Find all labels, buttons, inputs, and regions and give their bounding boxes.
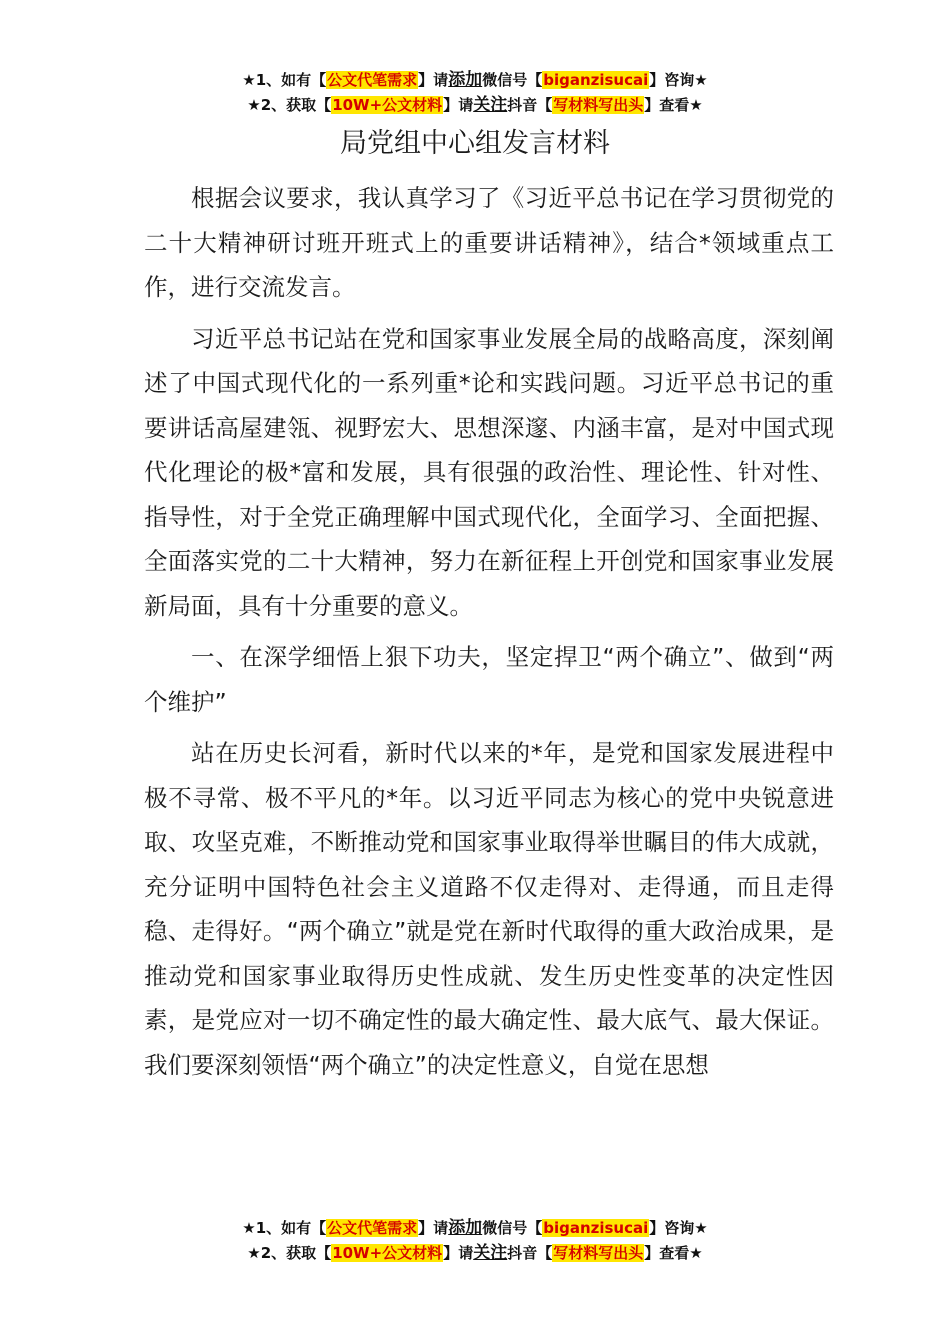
banner-text: 】咨询★	[649, 71, 708, 89]
banner-text: 】请	[418, 1219, 449, 1237]
banner-line-1	[0, 1216, 950, 1241]
banner-emphasis: 添加	[448, 1218, 483, 1238]
banner-text: 】查看★	[644, 1244, 703, 1262]
banner-text: 抖音【	[507, 1244, 553, 1262]
highlight-service: 公文代笔需求	[327, 71, 418, 89]
banner-emphasis: 添加	[448, 70, 483, 90]
banner-text: ★2、获取【	[247, 96, 332, 114]
paragraph: 根据会议要求，我认真学习了《习近平总书记在学习贯彻党的二十大精神研讨班开班式上的重要讲话精神》，结合*领域重点工作，进行交流发言。	[144, 184, 834, 301]
header-banner	[0, 68, 950, 118]
highlight-douyin: 写材料写出头	[553, 96, 644, 114]
highlight-wechat-id: biganzisucai	[543, 71, 649, 89]
banner-text: 微信号【	[482, 1219, 543, 1237]
highlight-douyin: 写材料写出头	[553, 1244, 644, 1262]
highlight-materials: 10W+公文材料	[332, 1244, 443, 1262]
banner-line-2	[0, 1241, 950, 1266]
banner-line-1	[0, 68, 950, 93]
banner-text: ★1、如有【	[242, 1219, 327, 1237]
banner-text: 】咨询★	[649, 1219, 708, 1237]
footer-banner	[0, 1216, 950, 1266]
document-title: 局党组中心组发言材料	[340, 128, 610, 159]
highlight-materials: 10W+公文材料	[332, 96, 443, 114]
highlight-wechat-id: biganzisucai	[543, 1219, 649, 1237]
banner-text: 】请	[443, 1244, 474, 1262]
paragraph: 习近平总书记站在党和国家事业发展全局的战略高度，深刻阐述了中国式现代化的一系列重*论和实践问题。习近平总书记的重要讲话高屋建瓴、视野宏大、思想深邃、内涵丰富，是对中国式现代化理论的极*富和发展，具有很强的政治性、理论性、针对性、指导性，对于全党正确理解中国式现代化，全面学习、全面把握、全面落实党的二十大精神，努力在新征程上开创党和国家事业发展新局面，具有十分重要的意义。	[144, 324, 834, 620]
banner-text: 】请	[443, 96, 474, 114]
banner-emphasis: 关注	[473, 95, 508, 115]
banner-text: 】请	[418, 71, 449, 89]
banner-text: 微信号【	[482, 71, 543, 89]
banner-text: 抖音【	[507, 96, 553, 114]
banner-line-2	[0, 93, 950, 118]
paragraph: 站在历史长河看，新时代以来的*年，是党和国家发展进程中极不寻常、极不平凡的*年。以习近平同志为核心的党中央锐意进取、攻坚克难，不断推动党和国家事业取得举世瞩目的伟大成就，充分证明中国特色社会主义道路不仅走得对、走得通，而且走得稳、走得好。“两个确立”就是党在新时代取得的重大政治成果，是推动党和国家事业取得历史性成就、发生历史性变革的决定性因素，是党应对一切不确定性的最大确定性、最大底气、最大保证。我们要深刻领悟“两个确立”的决定性意义，自觉在思想	[144, 739, 834, 1079]
banner-emphasis: 关注	[473, 1243, 508, 1263]
banner-text: ★1、如有【	[242, 71, 327, 89]
document-body	[144, 176, 834, 1094]
section-heading: 一、在深学细悟上狠下功夫，坚定捍卫“两个确立”、做到“两个维护”	[144, 643, 834, 716]
highlight-service: 公文代笔需求	[327, 1219, 418, 1237]
banner-text: ★2、获取【	[247, 1244, 332, 1262]
banner-text: 】查看★	[644, 96, 703, 114]
